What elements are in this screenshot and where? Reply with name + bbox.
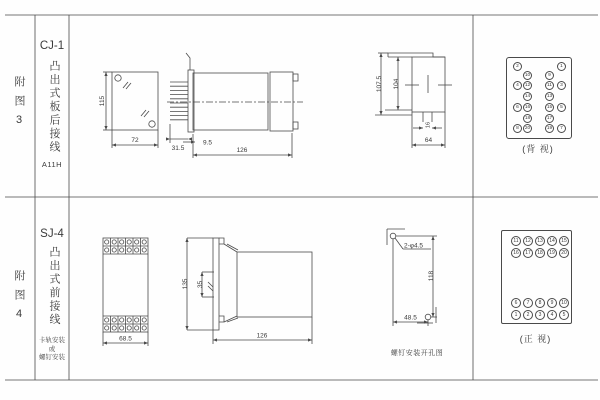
dim-135: 135	[182, 278, 189, 290]
dim-64: 64	[424, 137, 433, 144]
dim-31-5: 31.5	[171, 145, 185, 152]
terminal-circle: 19	[546, 126, 553, 131]
terminal-circle: 9	[547, 298, 557, 308]
terminal-circle: 18	[535, 248, 545, 258]
sj4-side-view-drawing	[180, 230, 325, 352]
terminal-circle: 17	[523, 248, 533, 258]
dim-126: 126	[236, 147, 248, 154]
dim-9-5: 9.5	[203, 139, 213, 147]
terminal-circle: 6	[513, 103, 522, 112]
terminal-circle: 20	[559, 248, 569, 258]
terminal-circle: 16	[511, 248, 521, 258]
terminal-circle: 7	[557, 124, 566, 133]
dim-118: 118	[428, 270, 435, 282]
dim-115: 115	[99, 95, 106, 107]
dim-107-5: 107.5	[376, 75, 383, 93]
rear-terminal-grid	[506, 57, 572, 139]
terminal-circle: 16	[524, 105, 531, 110]
terminal-circle: 15	[559, 236, 569, 246]
terminal-circle: 5	[557, 103, 566, 112]
mount-line-or: 或	[48, 345, 56, 353]
terminal-circle: 7	[523, 298, 533, 308]
terminal-circle: 4	[547, 310, 557, 320]
terminal-circle: 19	[547, 248, 557, 258]
terminal-circle: 14	[524, 94, 531, 99]
terminal-circle: 8	[513, 124, 522, 133]
terminal-circle: 15	[546, 105, 553, 110]
terminal-circle: 17	[546, 116, 553, 121]
terminal-circle: 20	[524, 126, 531, 131]
terminal-circle: 14	[547, 236, 557, 246]
cj1-model-label: CJ-1	[39, 40, 65, 52]
terminal-circle: 5	[559, 310, 569, 320]
cj1-front-view-drawing	[85, 58, 175, 160]
fig3-label: 附图3	[13, 76, 25, 134]
terminal-circle: 12	[523, 236, 533, 246]
mount-line-screw: 螺钉安装	[39, 354, 65, 361]
terminal-circle: 2	[523, 310, 533, 320]
terminal-circle: 6	[511, 298, 521, 308]
sj4-model-label: SJ-4	[40, 228, 64, 240]
cj1-code-label: A11H	[41, 160, 63, 169]
screw-hole-diagram	[375, 225, 465, 347]
terminal-circle: 10	[524, 73, 531, 78]
dim-104: 104	[393, 78, 400, 90]
terminal-circle: 8	[535, 298, 545, 308]
terminal-circle: 13	[546, 94, 553, 99]
terminal-circle: 4	[513, 81, 522, 90]
fig4-label: 附图4	[13, 270, 25, 328]
sj4-wiring-label: 凸出式前接线	[48, 246, 60, 327]
screw-hole-caption: 螺钉安装开孔图	[390, 350, 444, 357]
terminal-circle: 10	[559, 298, 569, 308]
hole-size-label: 2-φ4.5	[404, 242, 424, 250]
terminal-circle: 11	[545, 81, 554, 90]
sj4-front-view-drawing	[95, 232, 160, 352]
cj1-wiring-label: 凸出式板后接线	[48, 60, 60, 155]
rear-view-caption: (背 视)	[522, 144, 554, 154]
terminal-circle: 3	[535, 310, 545, 320]
dim-126-sj4: 126	[256, 332, 268, 340]
front-view-caption: (正 视)	[519, 334, 552, 344]
terminal-circle: 18	[524, 116, 531, 121]
terminal-circle: 2	[513, 62, 522, 71]
terminal-circle: 9	[545, 71, 554, 80]
terminal-circle: 11	[511, 236, 521, 246]
dim-48-5: 48.5	[404, 314, 417, 322]
front-terminal-grid	[501, 230, 572, 324]
terminal-circle: 13	[535, 236, 545, 246]
terminal-circle: 12	[524, 83, 531, 88]
sj4-mount-note	[32, 337, 72, 363]
dim-16: 16	[425, 121, 432, 129]
mount-line-rail: 卡轨安装	[39, 337, 65, 344]
terminal-circle: 1	[557, 62, 566, 71]
dim-72: 72	[131, 137, 139, 144]
cj1-top-view-drawing	[375, 45, 460, 160]
terminal-circle: 3	[557, 81, 566, 90]
dim-35: 35	[197, 280, 204, 289]
dim-68-5: 68.5	[119, 335, 132, 343]
terminal-circle: 1	[511, 310, 521, 320]
cj1-side-view-drawing	[165, 48, 305, 165]
